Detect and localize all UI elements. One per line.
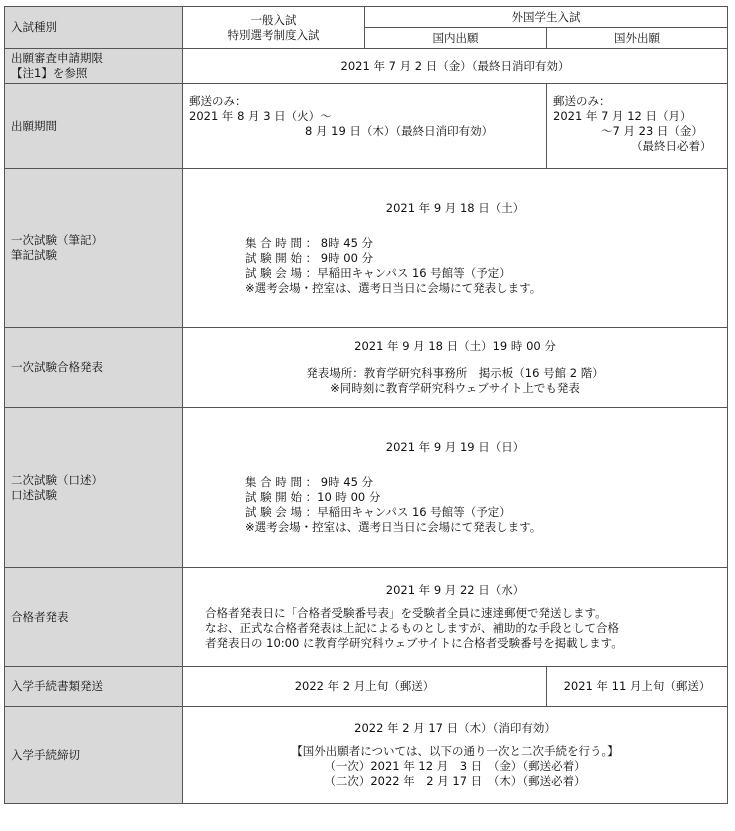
screening-label <box>5 49 183 84</box>
final-result-text3: 者発表日の 10:00 に教育学研究科ウェブサイトに合格者受験番号を掲載します。 <box>205 636 623 650</box>
application-right-line2: 2021 年 7 月 12 日（月） <box>553 109 692 123</box>
header-general <box>183 7 365 49</box>
documents-label: 入学手続書類発送 <box>5 667 183 707</box>
first-exam-label-line1: 一次試験（筆記） <box>11 233 103 247</box>
header-overseas: 国外出願 <box>547 28 728 49</box>
first-result-note: ※同時刻に教育学研究科ウェブサイト上でも発表 <box>330 381 580 395</box>
header-label: 入試種別 <box>5 7 183 49</box>
first-exam-start: 試 験 開 始 ： 9時 00 分 <box>245 250 374 265</box>
application-right-line1: 郵送のみ： <box>553 94 611 108</box>
header-foreign: 外国学生入試 <box>365 7 728 28</box>
first-exam-detail <box>183 169 728 328</box>
second-exam-label <box>5 408 183 568</box>
documents-domestic: 2022 年 2 月上旬（郵送） <box>183 667 547 707</box>
first-exam-label <box>5 169 183 328</box>
second-exam-date: 2021 年 9 月 19 日（日） <box>385 440 525 454</box>
first-exam-date: 2021 年 9 月 18 日（土） <box>385 200 525 215</box>
second-exam-label-line2: 口述試験 <box>11 487 57 502</box>
first-exam-note: ※選考会場・控室は、選考日当日に会場にて発表します。 <box>245 280 542 295</box>
first-exam-assembly: 集 合 時 間 ： 8時 45 分 <box>245 235 374 250</box>
first-result-datetime: 2021 年 9 月 18 日（土）19 時 00 分 <box>354 339 556 353</box>
deadline-label: 入学手続締切 <box>5 707 183 804</box>
second-exam-label-line1: 二次試験（口述） <box>11 472 103 487</box>
deadline-detail <box>183 707 728 804</box>
screening-value: 2021 年 7 月 2 日（金）（最終日消印有効） <box>183 49 728 84</box>
final-result-text1: 合格者発表日に「合格者受験番号表」を受験者全員に速達郵便で発送します。 <box>205 606 607 620</box>
first-exam-label-line2: 筆記試験 <box>11 248 57 262</box>
deadline-note: 【国外出願者については、以下の通り一次と二次手続を行う。】 <box>291 744 619 758</box>
application-left-line1: 郵送のみ： <box>189 94 247 108</box>
first-result-label: 一次試験合格発表 <box>5 328 183 408</box>
header-general-line1: 一般入試 <box>250 12 297 27</box>
final-result-text2: なお、正式な合格者発表は上記によるものとしますが、補助的な手段として合格 <box>205 621 619 635</box>
first-result-detail <box>183 328 728 408</box>
first-result-place: 発表場所：教育学研究科事務所 掲示板（16 号館 2 階） <box>306 366 604 380</box>
final-result-detail <box>183 568 728 667</box>
deadline-first: （一次）2021 年 12 月 3 日 （金）（郵送必着） <box>324 759 586 773</box>
application-right-line3: ～7 月 23 日（金） <box>601 124 703 138</box>
application-left-line3: 8 月 19 日（木）（最終日消印有効） <box>305 124 494 138</box>
application-label: 出願期間 <box>5 84 183 169</box>
final-result-date: 2021 年 9 月 22 日（水） <box>385 583 525 597</box>
application-overseas <box>547 84 728 169</box>
header-domestic: 国内出願 <box>365 28 547 49</box>
final-result-label: 合格者発表 <box>5 568 183 667</box>
second-exam-detail <box>183 408 728 568</box>
screening-label-line1: 出願審査申請期限 <box>11 51 103 65</box>
application-right-line4: （最終日必着） <box>631 139 712 153</box>
first-exam-venue: 試 験 会 場 ：早稲田キャンパス 16 号館等（予定） <box>245 265 511 280</box>
application-domestic <box>183 84 547 169</box>
second-exam-assembly: 集 合 時 間 ： 9時 45 分 <box>245 475 374 489</box>
schedule-table <box>4 6 728 804</box>
documents-overseas: 2021 年 11 月上旬（郵送） <box>547 667 728 707</box>
application-left-line2: 2021 年 8 月 3 日（火）～ <box>189 109 332 123</box>
second-exam-note: ※選考会場・控室は、選考日当日に会場にて発表します。 <box>245 520 542 534</box>
deadline-date: 2022 年 2 月 17 日（木）（消印有効） <box>354 721 556 735</box>
second-exam-venue: 試 験 会 場 ：早稲田キャンパス 16 号館等（予定） <box>245 505 511 519</box>
header-general-line2: 特別選考制度入試 <box>227 27 320 42</box>
second-exam-start: 試 験 開 始 ：10 時 00 分 <box>245 490 381 504</box>
deadline-second: （二次）2022 年 2 月 17 日 （木）（郵送必着） <box>324 774 586 788</box>
screening-label-line2: 【注1】を参照 <box>11 66 88 80</box>
